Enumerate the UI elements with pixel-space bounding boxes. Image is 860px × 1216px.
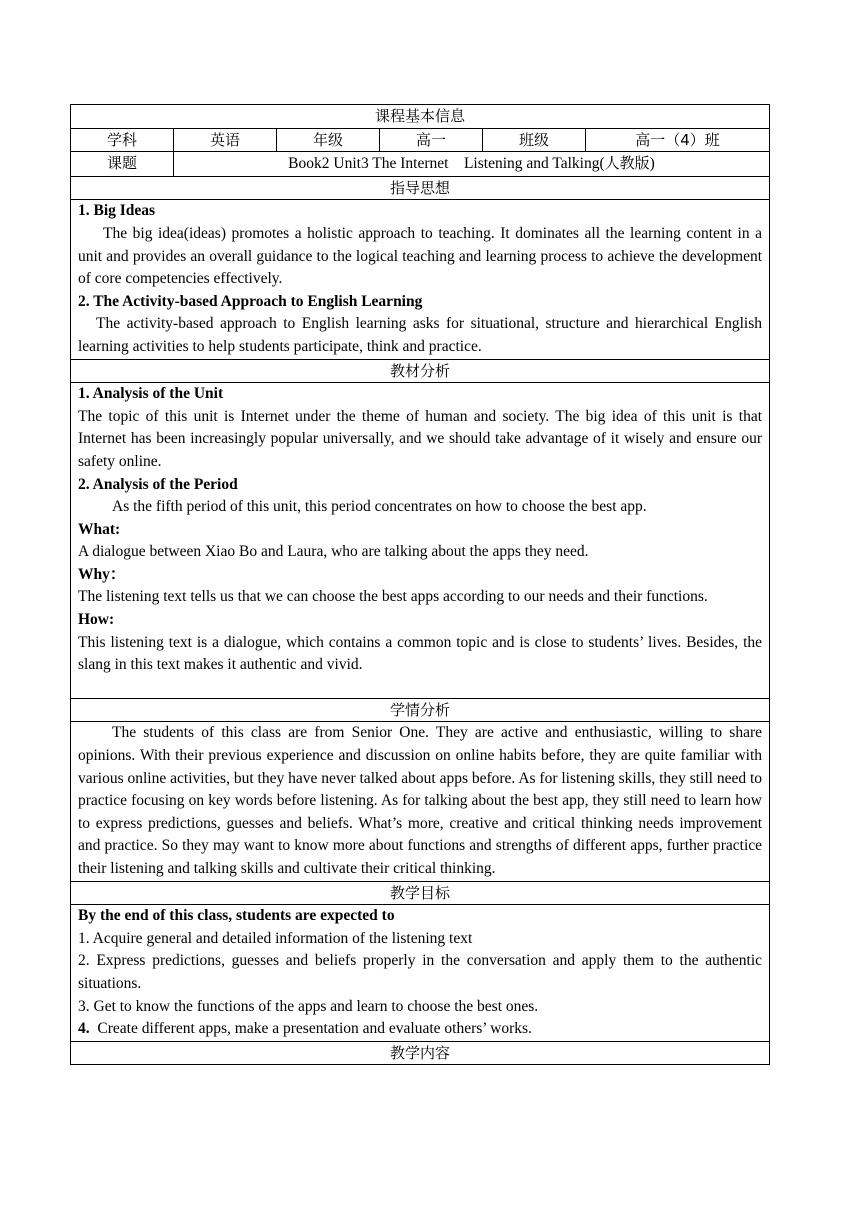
guiding-heading: 指导思想: [71, 176, 770, 200]
guiding-h1: 1. Big Ideas: [78, 202, 156, 220]
objectives-heading-row: [71, 881, 770, 905]
info-row: [71, 128, 770, 152]
guiding-p2: The activity-based approach to English learning asks for situational, structure and hierarchical English learning activities to help students participate, think and practice.: [78, 315, 763, 355]
material-heading: 教材分析: [71, 359, 770, 383]
objective-item-4: 4. Create different apps, make a presentation and evaluate others’ works.: [78, 1020, 532, 1038]
objective-item: 2. Express predictions, guesses and beliefs properly in the conversation and apply them to the authentic situations.: [78, 952, 763, 992]
material-body: [71, 383, 770, 699]
objective-item: 1. Acquire general and detailed information of the listening text: [78, 929, 473, 947]
topic-close: ): [649, 155, 655, 173]
grade-label: 年级: [277, 128, 380, 152]
objectives-body-row: [71, 905, 770, 1042]
objective-item: 3. Get to know the functions of the apps and learn to choose the best ones.: [78, 997, 539, 1015]
class-value: 高一（4）班: [586, 128, 770, 152]
topic-publisher: 人教版: [604, 154, 650, 173]
material-h2: 2. Analysis of the Period: [78, 475, 238, 493]
content-heading-row: [71, 1041, 770, 1065]
table-title: 课程基本信息: [71, 105, 770, 129]
students-heading-row: [71, 698, 770, 722]
class-label: 班级: [483, 128, 586, 152]
how-text: This listening text is a dialogue, which contains a common topic and is close to students’ lives. Besides, the slang in this text makes it authentic and vivid.: [78, 633, 763, 674]
students-p1: The students of this class are from Senior One. They are active and enthusiastic, willing to share opinions. With their previous experience and discussion on online habits before, they are quite familiar with various online activities, but they have never talked about apps before. As for listening skills, they still need to practice focusing on key words before listening. As for talking about the best app, they still need to learn how to express predictions, guesses and beliefs. What’s more, creative and critical thinking needs improvement and practice. So they may want to know more about functions and strengths of different apps, further practice their listening and talking skills and cultivate their critical thinking.: [78, 724, 763, 877]
guiding-body-row: [71, 200, 770, 359]
what-text: A dialogue between Xiao Bo and Laura, who are talking about the apps they need.: [78, 543, 589, 561]
objectives-heading: 教学目标: [71, 881, 770, 905]
guiding-p1: The big idea(ideas) promotes a holistic approach to teaching. It dominates all the learning content in a unit and provides an overall guidance to the logical teaching and learning process to achieve the development of core competencies effectively.: [78, 224, 763, 288]
students-body: [71, 722, 770, 881]
what-label: What:: [78, 520, 121, 538]
subject-value: 英语: [174, 128, 277, 152]
material-heading-row: [71, 359, 770, 383]
why-label: Why：: [78, 565, 126, 583]
objectives-intro: By the end of this class, students are expected to: [78, 907, 395, 925]
why-text: The listening text tells us that we can choose the best apps according to our needs and their functions.: [78, 588, 708, 606]
header-row: [71, 105, 770, 129]
material-p2: As the fifth period of this unit, this period concentrates on how to choose the best app.: [112, 498, 647, 516]
lesson-plan-table: [70, 104, 770, 1065]
guiding-h2: 2. The Activity-based Approach to English Learning: [78, 292, 423, 310]
students-heading: 学情分析: [71, 698, 770, 722]
students-body-row: [71, 722, 770, 881]
topic-row: [71, 152, 770, 177]
subject-label: 学科: [71, 128, 174, 152]
material-p1: The topic of this unit is Internet under the theme of human and society. The big idea of this unit is that Internet has been increasingly popular universally, and we should take advantage of it wisely and ensure our safety online.: [78, 407, 763, 470]
topic-main: Book2 Unit3 The Internet Listening and Talking(: [288, 155, 605, 173]
guiding-heading-row: [71, 176, 770, 200]
material-h1: 1. Analysis of the Unit: [78, 385, 224, 403]
content-heading: 教学内容: [71, 1041, 770, 1065]
topic-value: [174, 152, 770, 177]
guiding-body: [71, 200, 770, 359]
grade-value: 高一: [380, 128, 483, 152]
material-body-row: [71, 383, 770, 699]
objectives-body: [71, 905, 770, 1042]
topic-label: 课题: [71, 152, 174, 177]
how-label: How:: [78, 611, 115, 629]
